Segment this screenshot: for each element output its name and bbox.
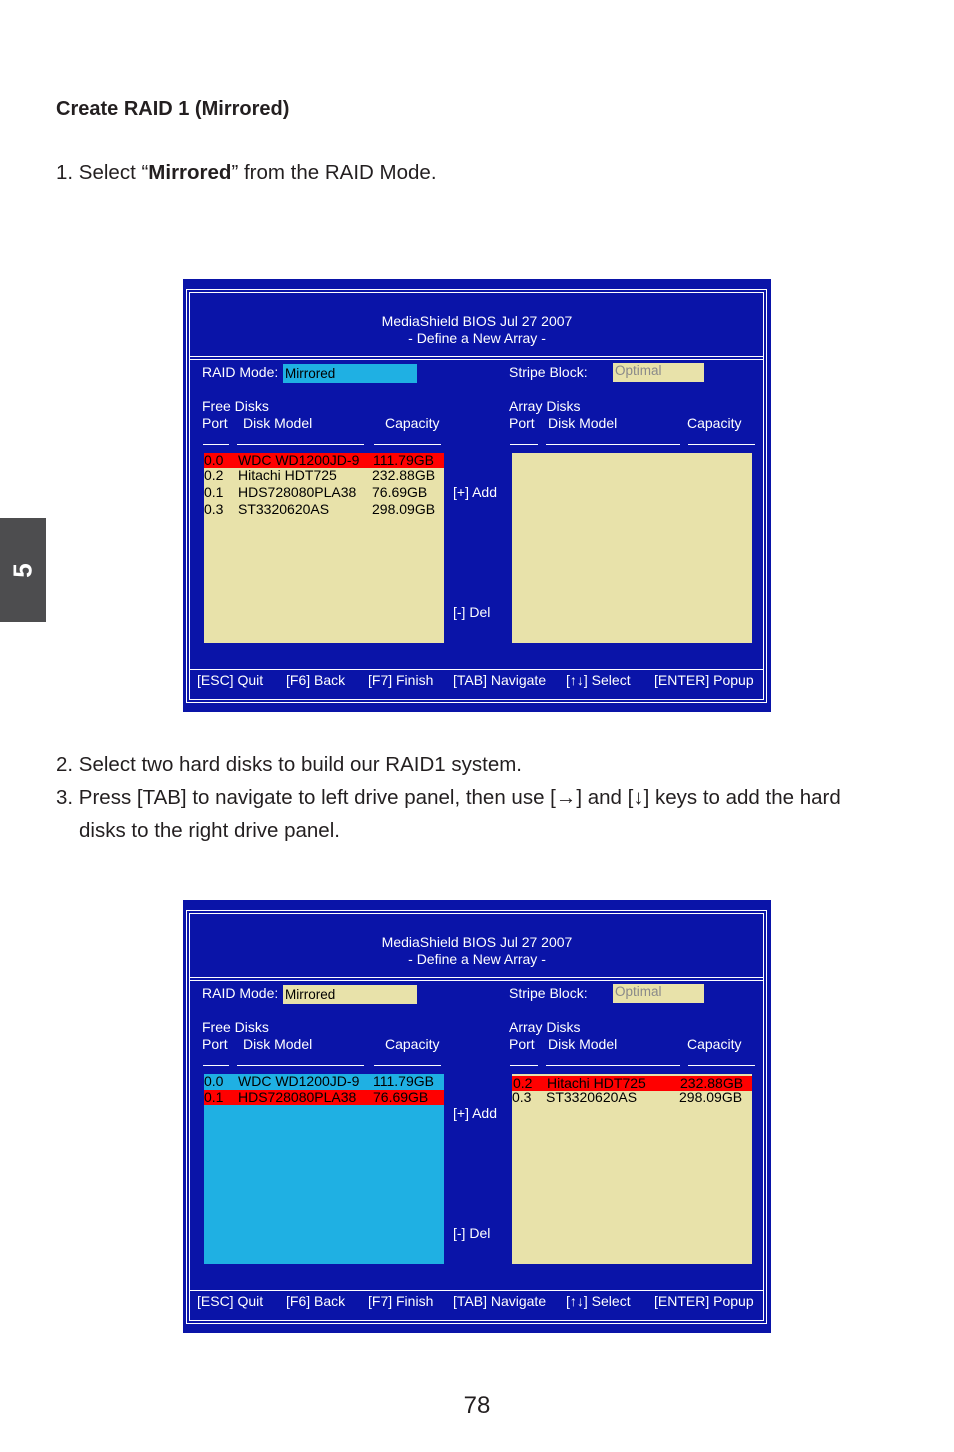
free-disks-panel[interactable] — [204, 453, 444, 643]
step-1-text: 1. Select “Mirrored” from the RAID Mode. — [56, 161, 437, 184]
raid-mode-field[interactable]: Mirrored — [283, 364, 417, 383]
free-col-capacity: Capacity — [385, 1036, 440, 1052]
array-disks-label: Array Disks — [509, 398, 581, 414]
footer-key-finish: [F7] Finish — [368, 672, 434, 688]
free-col-model: Disk Model — [243, 415, 313, 431]
array-col-model: Disk Model — [548, 1036, 618, 1052]
bios-subtitle: - Define a New Array - — [408, 330, 546, 346]
page-number: 78 — [463, 1392, 491, 1419]
footer-key-back: [F6] Back — [286, 672, 346, 688]
footer-key-popup: [ENTER] Popup — [654, 672, 754, 688]
array-col-capacity: Capacity — [687, 415, 742, 431]
del-button[interactable]: [-] Del — [453, 604, 491, 620]
array-col-model: Disk Model — [548, 415, 618, 431]
bios-screen-1 — [183, 279, 771, 712]
array-col-port: Port — [509, 415, 535, 431]
stripe-block-label: Stripe Block: — [509, 364, 588, 380]
free-disk-row[interactable]: 0.0 WDC WD1200JD-9 111.79GB — [204, 1073, 434, 1089]
raid-mode-label: RAID Mode: — [202, 364, 279, 380]
free-col-capacity: Capacity — [385, 415, 440, 431]
array-disks-label: Array Disks — [509, 1019, 581, 1035]
array-disks-panel[interactable] — [512, 1074, 752, 1264]
array-col-capacity: Capacity — [687, 1036, 742, 1052]
footer-key-select: [↑↓] Select — [566, 672, 631, 688]
add-button[interactable]: [+] Add — [453, 484, 497, 500]
free-disk-row[interactable]: 0.1 HDS728080PLA38 76.69GB — [204, 1090, 444, 1105]
array-disk-row[interactable]: 0.2 Hitachi HDT725 232.88GB — [512, 1076, 752, 1091]
add-button[interactable]: [+] Add — [453, 1105, 497, 1121]
raid-mode-field[interactable]: Mirrored — [283, 985, 417, 1004]
stripe-block-field[interactable]: Optimal — [613, 363, 704, 382]
section-heading: Create RAID 1 (Mirrored) — [56, 98, 290, 120]
free-disks-label: Free Disks — [202, 1019, 269, 1035]
array-disks-panel[interactable] — [512, 453, 752, 643]
stripe-block-field[interactable]: Optimal — [613, 984, 704, 1003]
bios-title: MediaShield BIOS Jul 27 2007 — [381, 934, 573, 950]
free-col-port: Port — [202, 1036, 228, 1052]
step-2-text: 2. Select two hard disks to build our RAID1 system. — [56, 753, 523, 776]
array-disk-row[interactable]: 0.3 ST3320620AS 298.09GB — [512, 1089, 743, 1105]
del-button[interactable]: [-] Del — [453, 1225, 491, 1241]
stripe-block-label: Stripe Block: — [509, 985, 588, 1001]
free-disks-label: Free Disks — [202, 398, 269, 414]
raid-mode-label: RAID Mode: — [202, 985, 279, 1001]
footer-key-navigate: [TAB] Navigate — [453, 672, 547, 688]
step-3-text-continued: disks to the right drive panel. — [79, 819, 340, 842]
footer-key-quit: [ESC] Quit — [197, 672, 264, 688]
step-3-text: 3. Press [TAB] to navigate to left drive panel, then use [→] and [↓] keys to add the hard — [56, 786, 841, 809]
free-disk-row[interactable]: 0.3 ST3320620AS 298.09GB — [204, 501, 436, 517]
free-col-model: Disk Model — [243, 1036, 313, 1052]
free-disk-row[interactable]: 0.0 WDC WD1200JD-9 111.79GB — [204, 453, 444, 468]
footer-key-navigate: [TAB] Navigate — [453, 1293, 547, 1309]
bios-title: MediaShield BIOS Jul 27 2007 — [381, 313, 573, 329]
bios-subtitle: - Define a New Array - — [408, 951, 546, 967]
footer-key-select: [↑↓] Select — [566, 1293, 631, 1309]
footer-key-quit: [ESC] Quit — [197, 1293, 264, 1309]
free-disks-panel[interactable] — [204, 1074, 444, 1264]
free-disk-row[interactable]: 0.1 HDS728080PLA38 76.69GB — [204, 484, 428, 500]
chapter-tab: 5 — [0, 518, 46, 622]
free-col-port: Port — [202, 415, 228, 431]
array-col-port: Port — [509, 1036, 535, 1052]
footer-key-back: [F6] Back — [286, 1293, 346, 1309]
footer-key-finish: [F7] Finish — [368, 1293, 434, 1309]
free-disk-row[interactable]: 0.2 Hitachi HDT725 232.88GB — [204, 467, 436, 483]
footer-key-popup: [ENTER] Popup — [654, 1293, 754, 1309]
bios-screen-2 — [183, 900, 771, 1333]
